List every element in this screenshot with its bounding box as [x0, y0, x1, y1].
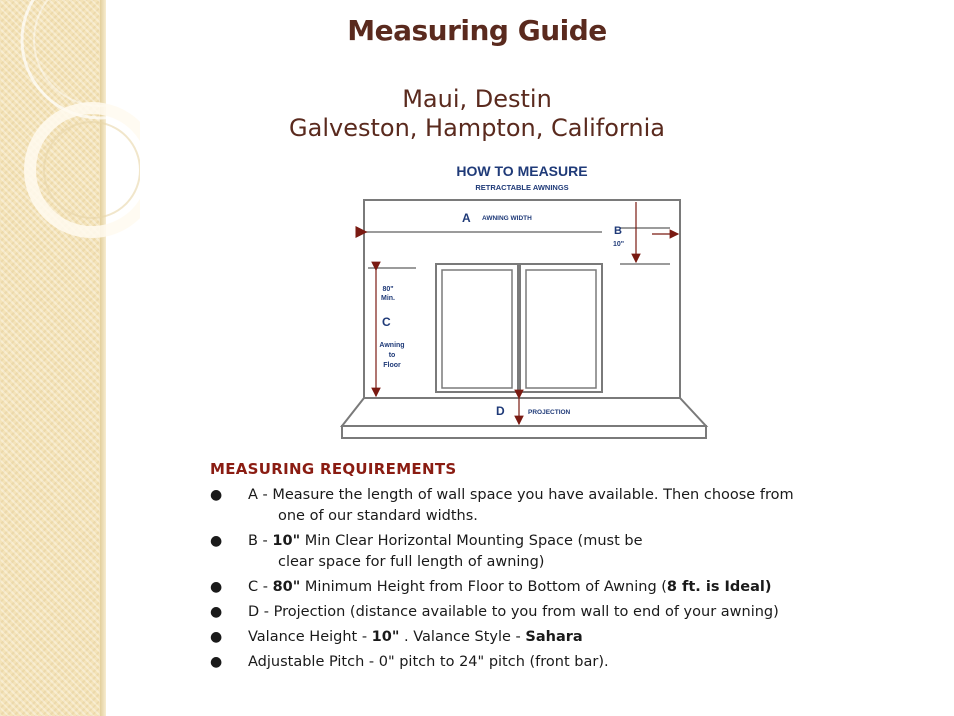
door-right-panel [526, 270, 596, 388]
requirement-b-prefix: B - [248, 533, 273, 549]
requirement-item-d [206, 602, 886, 623]
requirement-item-b [206, 531, 886, 573]
label-b: B [614, 225, 622, 237]
label-c-text2: to [388, 352, 396, 359]
label-d-text: PROJECTION [528, 409, 571, 416]
label-c-text3: Floor [383, 362, 401, 369]
requirement-item-pitch [206, 652, 886, 673]
requirement-c-prefix: C - [248, 579, 273, 595]
requirement-c-ideal: 8 ft. is Ideal [666, 579, 765, 595]
requirement-c-rest: Minimum Height from Floor to Bottom of Awning ( [300, 579, 667, 595]
slide-subtitle-line2: Galveston, Hampton, California [289, 114, 665, 142]
label-c: C [382, 315, 391, 329]
slide-subtitle-line1: Maui, Destin [402, 85, 552, 113]
bullet-icon: ● [210, 629, 223, 645]
awning-measure-diagram [330, 158, 730, 448]
requirement-b-rest: Min Clear Horizontal Mounting Space (must be [300, 533, 643, 549]
requirement-item-a [206, 485, 886, 527]
bullet-icon: ● [210, 654, 223, 670]
floor-slab [342, 398, 706, 426]
slide-title: Measuring Guide [347, 14, 607, 47]
label-a-text: AWNING WIDTH [482, 215, 532, 222]
requirement-pitch-text: Adjustable Pitch - 0" pitch to 24" pitch (front bar). [248, 654, 609, 670]
requirements-heading: MEASURING REQUIREMENTS [210, 460, 457, 478]
label-a: A [462, 211, 471, 225]
label-b-value: 10" [613, 241, 625, 248]
bullet-icon: ● [210, 533, 223, 549]
requirement-b-cont: clear space for full length of awning) [278, 554, 545, 570]
requirement-valance-style: Sahara [525, 629, 583, 645]
requirement-c-value: 80" [272, 579, 301, 595]
requirement-item-valance [206, 627, 886, 648]
bullet-icon: ● [210, 604, 223, 620]
requirement-a-cont: one of our standard widths. [278, 508, 478, 524]
label-c-text1: Awning [379, 342, 405, 349]
label-c-min: 80" [382, 286, 394, 293]
requirement-valance-rest: . Valance Style - [399, 629, 526, 645]
bullet-icon: ● [210, 579, 223, 595]
label-d: D [496, 404, 505, 418]
requirements-list [206, 485, 886, 677]
requirement-a-text: A - Measure the length of wall space you have available. Then choose from [248, 487, 794, 503]
requirement-valance-prefix: Valance Height - [248, 629, 372, 645]
diagram-subheading: RETRACTABLE AWNINGS [475, 183, 569, 192]
requirement-b-value: 10" [272, 533, 301, 549]
requirement-c-end: ) [764, 579, 772, 595]
diagram-heading: HOW TO MEASURE [456, 163, 588, 179]
door-left-panel [442, 270, 512, 388]
bullet-icon: ● [210, 487, 223, 503]
floor-edge [342, 426, 706, 438]
requirement-d-text: D - Projection (distance available to you from wall to end of your awning) [248, 604, 779, 620]
requirement-valance-height: 10" [371, 629, 400, 645]
requirement-item-c [206, 577, 886, 598]
label-c-min2: Min. [381, 295, 395, 302]
